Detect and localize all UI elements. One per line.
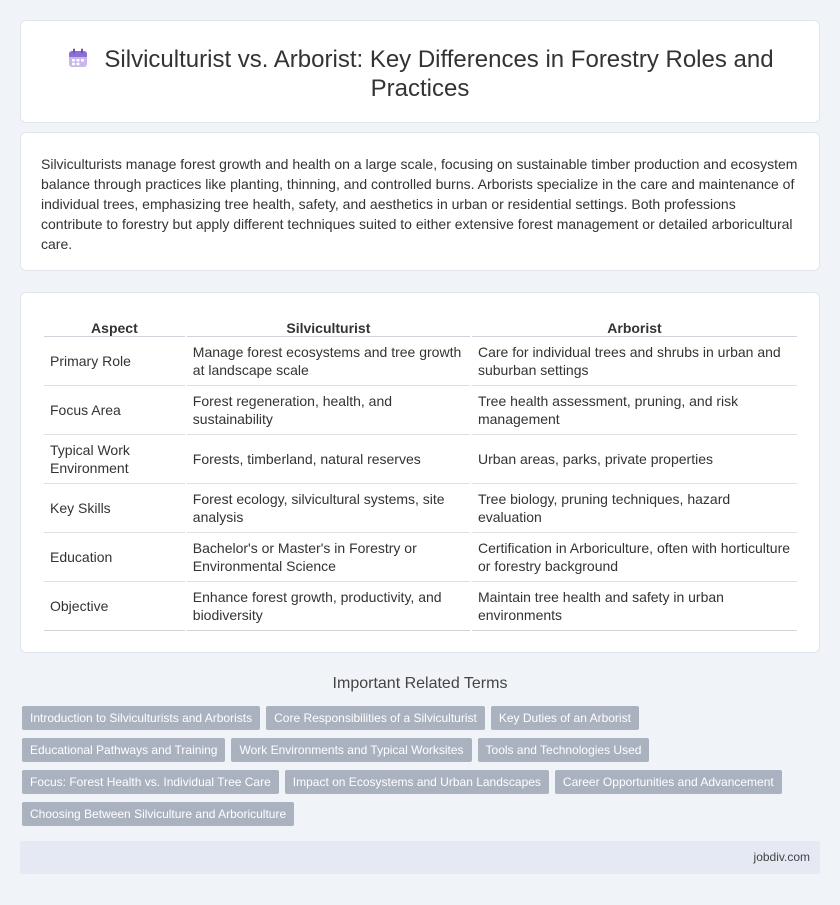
- row-arborist: Certification in Arboriculture, often with horticulture or forestry background: [472, 533, 797, 582]
- header-arborist: Arborist: [472, 315, 797, 337]
- intro-card: [20, 132, 820, 271]
- header-silviculturist: Silviculturist: [187, 315, 470, 337]
- related-term-tag[interactable]: Focus: Forest Health vs. Individual Tree Care: [22, 770, 279, 794]
- row-silviculturist: Forests, timberland, natural reserves: [187, 435, 470, 484]
- row-silviculturist: Forest regeneration, health, and sustainability: [187, 386, 470, 435]
- calendar-icon: [66, 46, 90, 70]
- page-title: Silviculturist vs. Arborist: Key Differences in Forestry Roles and Practices: [104, 46, 774, 102]
- table-row: [44, 582, 797, 631]
- related-term-tag[interactable]: Key Duties of an Arborist: [491, 706, 639, 730]
- related-term-tag[interactable]: Core Responsibilities of a Silviculturist: [266, 706, 485, 730]
- header-aspect: Aspect: [44, 315, 185, 337]
- row-aspect: Key Skills: [44, 484, 185, 533]
- row-aspect: Typical Work Environment: [44, 435, 185, 484]
- row-silviculturist: Manage forest ecosystems and tree growth at landscape scale: [187, 337, 470, 386]
- page-title-wrap: [61, 45, 779, 103]
- intro-paragraph: Silviculturists manage forest growth and health on a large scale, focusing on sustainable timber production and ecosystem balance through practices like planting, thinning, and controlled burns. Arborists specialize in the care and maintenance of individual trees, emphasizing tree health, safety, and aesthetics in urban or residential settings. Both professions contribute to forestry but apply different techniques suited to either extensive forest management or detailed arboricultural care.: [41, 156, 798, 252]
- footer-site-link[interactable]: jobdiv.com: [753, 850, 810, 864]
- related-terms-list: [22, 706, 812, 826]
- row-arborist: Maintain tree health and safety in urban environments: [472, 582, 797, 631]
- comparison-card: [20, 292, 820, 653]
- related-terms-heading: Important Related Terms: [332, 675, 508, 692]
- table-header-row: [44, 315, 797, 337]
- row-arborist: Urban areas, parks, private properties: [472, 435, 797, 484]
- related-term-tag[interactable]: Impact on Ecosystems and Urban Landscapes: [285, 770, 549, 794]
- table-row: [44, 484, 797, 533]
- row-aspect: Objective: [44, 582, 185, 631]
- comparison-table: [42, 315, 799, 631]
- header-card: [20, 20, 820, 123]
- row-arborist: Care for individual trees and shrubs in urban and suburban settings: [472, 337, 797, 386]
- row-arborist: Tree biology, pruning techniques, hazard evaluation: [472, 484, 797, 533]
- related-term-tag[interactable]: Career Opportunities and Advancement: [555, 770, 782, 794]
- table-row: [44, 337, 797, 386]
- related-term-tag[interactable]: Work Environments and Typical Worksites: [231, 738, 471, 762]
- row-silviculturist: Enhance forest growth, productivity, and biodiversity: [187, 582, 470, 631]
- row-aspect: Primary Role: [44, 337, 185, 386]
- related-term-tag[interactable]: Tools and Technologies Used: [478, 738, 650, 762]
- row-aspect: Focus Area: [44, 386, 185, 435]
- row-silviculturist: Bachelor's or Master's in Forestry or Environmental Science: [187, 533, 470, 582]
- table-row: [44, 533, 797, 582]
- related-term-tag[interactable]: Educational Pathways and Training: [22, 738, 225, 762]
- related-term-tag[interactable]: Introduction to Silviculturists and Arborists: [22, 706, 260, 730]
- related-term-tag[interactable]: Choosing Between Silviculture and Arboriculture: [22, 802, 294, 826]
- table-row: [44, 386, 797, 435]
- row-arborist: Tree health assessment, pruning, and risk management: [472, 386, 797, 435]
- row-aspect: Education: [44, 533, 185, 582]
- footer-bar: [20, 841, 820, 874]
- table-row: [44, 435, 797, 484]
- row-silviculturist: Forest ecology, silvicultural systems, site analysis: [187, 484, 470, 533]
